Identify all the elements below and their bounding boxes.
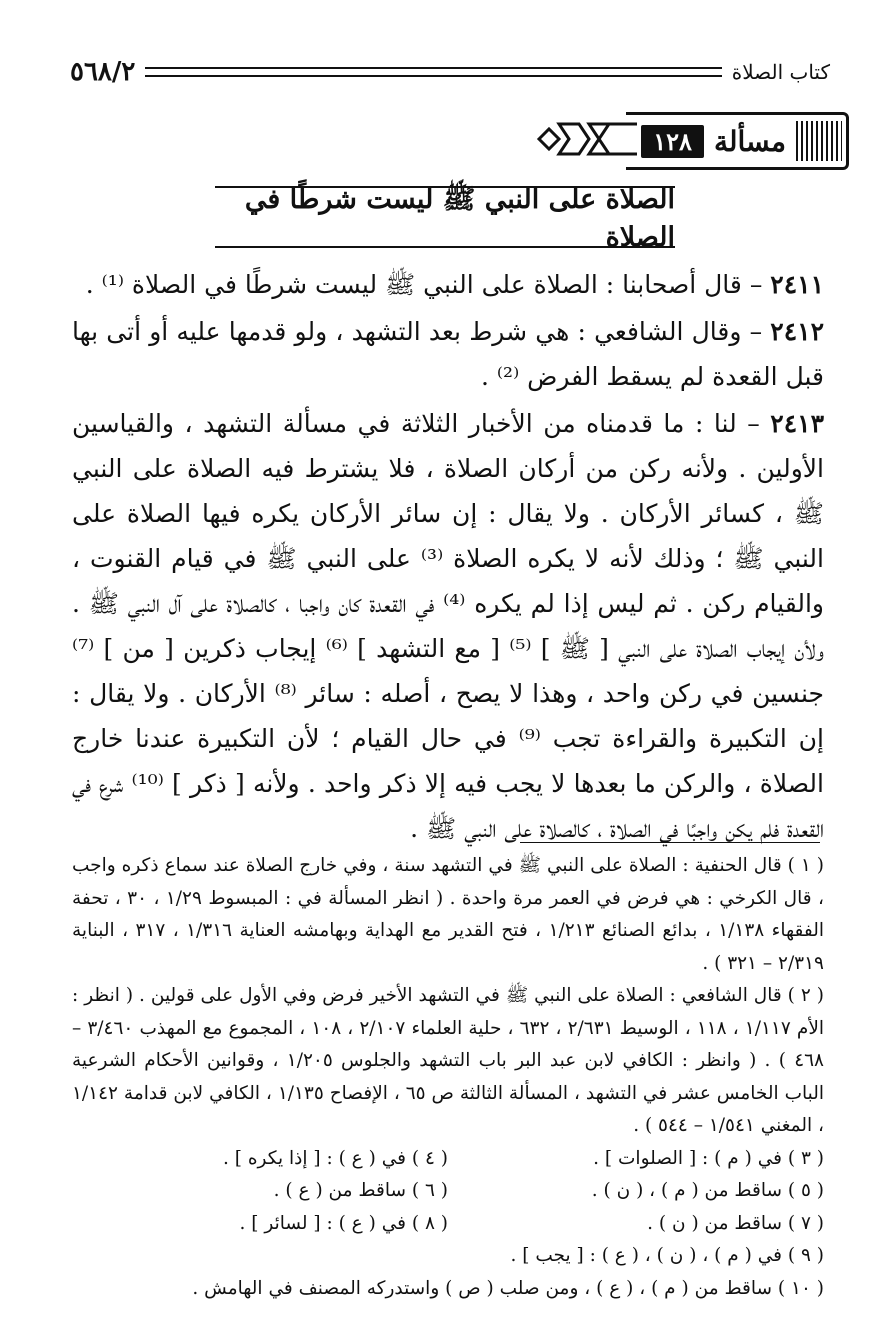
footnote-5: ( ٥ ) ساقط من ( م ) ، ( ن ) . [591, 1180, 824, 1201]
stripes-ornament [796, 121, 842, 161]
footnotes [72, 850, 824, 1305]
footnote-2: ( ٢ ) قال الشافعي : الصلاة على النبي ﷺ في التشهد الأخير فرض وفي الأول على قولين . ( انظر : الأم ١/١١٧ ، ١١٨ ، الوسيط ٢/٦٣١ ، ٦٣٢ ، حلية العلماء ٢/١٠٧ ، ١٠٨ ، المجموع مع المهذب ٣/٤٦٠ – ٤٦٨ ) . ( وانظر : الكافي لابن عبد البر باب التشهد والجلوس ١/٢٠٥ ، وقوانين الأحكام الشرعية الباب الخامس عشر في التشهد ، المسألة الثالثة ص ٦٥ ، الإفصاح ١/١٣٥ ، الكافي لابن قدامة ١/١٤٢ ، المغني ١/٥٤١ – ٥٤٤ ) . [72, 985, 825, 1136]
footnote-6: ( ٦ ) ساقط من ( ع ) . [273, 1180, 448, 1201]
section-title: الصلاة على النبي ﷺ ليست شرطًا في الصلاة [244, 183, 675, 253]
footnote-9: ( ٩ ) في ( م ) ، ( ن ) ، ( ع ) : [ يجب ] . [510, 1245, 824, 1266]
paragraph-2413: ٢٤١٣ – لنا : ما قدمناه من الأخبار الثلاثة في مسألة التشهد ، والقياسين الأولين . ولأنه ركن من أركان الصلاة ، فلا يشترط فيه الصلاة على النبي ﷺ ، كسائر الأركان . ولا يقال : إن سائر الأركان يكره فيها الصلاة على النبي ﷺ ؛ وذلك لأنه لا يكره الصلاة ⁽³⁾ على النبي ﷺ في قيام القنوت ، والقيام ركن . ثم ليس إذا لم يكره ⁽⁴⁾ في القعدة كان واجبا ، كالصلاة على آل النبي ﷺ . ولأن إيجاب الصلاة على النبي [ ﷺ ] ⁽⁵⁾ [ مع التشهد ] ⁽⁶⁾ إيجاب ذكرين [ من ] ⁽⁷⁾ جنسين في ركن واحد ، وهذا لا يصح ، أصله : سائر ⁽⁸⁾ الأركان . ولا يقال : إن التكبيرة والقراءة تجب ⁽⁹⁾ في حال القيام ؛ لأن التكبيرة عندنا خارج الصلاة ، والركن ما بعدها لا يجب فيه إلا ذكر واحد . ولأنه [ ذكر ] ⁽¹⁰⁾ شرع في القعدة فلم يكن واجبًا في الصلاة ، كالصلاة على النبي ﷺ . [72, 409, 825, 843]
page-header [70, 52, 830, 92]
issue-label: مسألة [713, 124, 786, 158]
issue-number: ١٢٨ [641, 125, 704, 158]
footnote-row [72, 1143, 824, 1176]
footnote-row [72, 1175, 824, 1208]
header-rule [145, 67, 721, 77]
geometric-ornament-icon [529, 114, 639, 164]
footnote-7: ( ٧ ) ساقط من ( ن ) . [647, 1212, 824, 1234]
book-title: كتاب الصلاة [731, 60, 830, 84]
issue-heading [529, 112, 849, 168]
paragraph-2411: ٢٤١١ – قال أصحابنا : الصلاة على النبي ﷺ ليست شرطًا في الصلاة ⁽¹⁾ . [85, 270, 824, 299]
footnote-rule [520, 842, 820, 843]
footnote-4: ( ٤ ) في ( ع ) : [ إذا يكره ] . [222, 1147, 448, 1169]
paragraph-2412: ٢٤١٢ – وقال الشافعي : هي شرط بعد التشهد ، ولو قدمها عليه أو أتى بها قبل القعدة لم يسقط الفرض ⁽²⁾ . [72, 317, 824, 391]
footnote-3: ( ٣ ) في ( م ) : [ الصلوات ] . [593, 1147, 824, 1169]
main-text [72, 262, 824, 853]
footnote-row [72, 1208, 824, 1241]
footnote-1: ( ١ ) قال الحنفية : الصلاة على النبي ﷺ في التشهد سنة ، وفي خارج الصلاة عند سماع ذكره واجب ، قال الكرخي : هي فرض في العمر مرة واحدة . ( انظر المسألة في : المبسوط ١/٢٩ ، ٣٠ ، تحفة الفقهاء ١/١٣٨ ، بدائع الصنائع ١/٢١٣ ، فتح القدير مع الهداية وبهامشه العناية ١/٣١٦ ، ٣١٧ ، البناية ٢/٣١٩ – ٣٢١ ) . [72, 855, 824, 974]
issue-frame [626, 112, 849, 170]
section-title-block [215, 183, 675, 253]
footnote-10: ( ١٠ ) ساقط من ( م ) ، ( ع ) ، ومن صلب ( ص ) واستدركه المصنف في الهامش . [192, 1277, 824, 1299]
page-number: ٥٦٨/٢ [70, 57, 136, 87]
footnote-8: ( ٨ ) في ( ع ) : [ لسائر ] . [239, 1212, 448, 1234]
